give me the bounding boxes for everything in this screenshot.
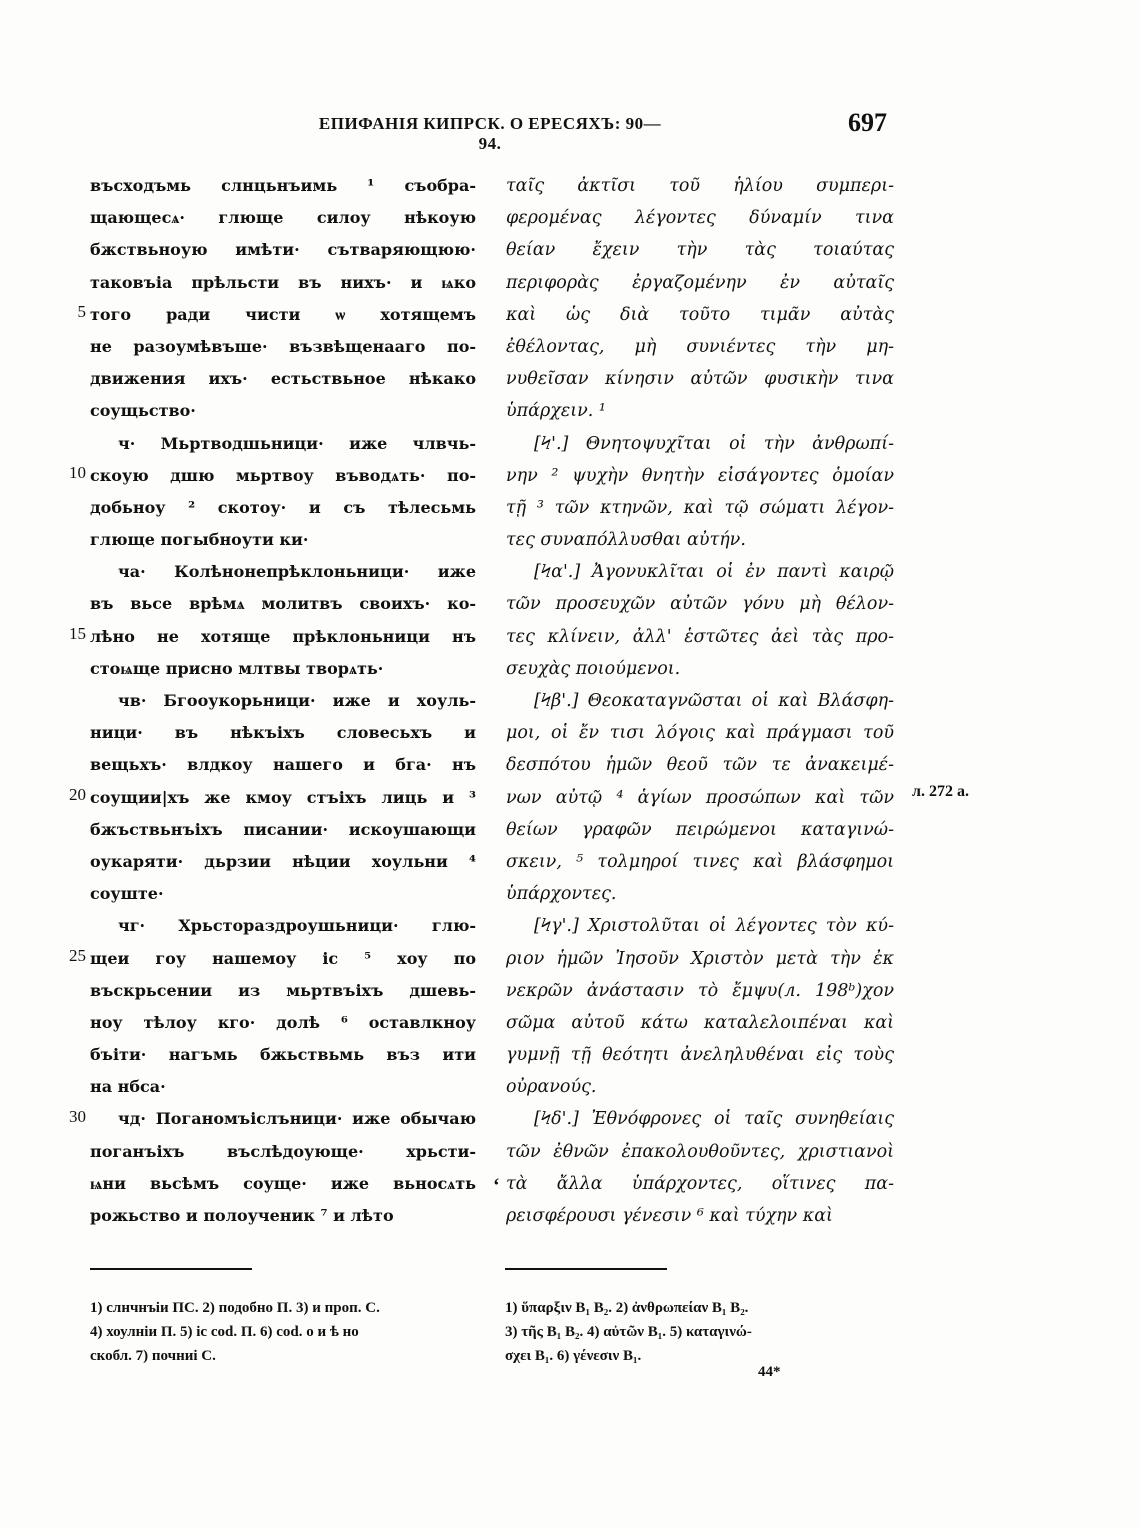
text-line: того ради чисти ѡ хотящемъ — [90, 304, 476, 324]
text-line: [Ϟ'.] Θνητοψυχῖται οἱ τὴν ἀνθρωπί- — [534, 433, 894, 454]
text-line: νην ² ψυχὴν θνητὴν εἰσάγοντες ὁμοίαν — [506, 465, 894, 486]
text-line: бъіти· нагъмь бжьствьмь въз ити — [90, 1045, 476, 1065]
text-line: лѣно не хотяще прѣклоньници нъ — [90, 626, 476, 646]
text-line: [Ϟδ'.] Ἐθνόφρονες οἱ ταῖς συνηθείαις — [534, 1109, 894, 1130]
text-line: τῶν προσευχῶν αὐτῶν γόνυ μὴ θέλον- — [506, 594, 894, 615]
text-line: ч· Мьртводшьници· иже члвчь- — [118, 433, 476, 453]
text-line: чд· Поганомъіслъници· иже обычаю — [118, 1109, 476, 1129]
text-line: бжствьноую имѣти· сътваряющюю· — [90, 240, 476, 260]
greek-column — [506, 170, 894, 1232]
text-line: въскрьсении из мьртвъіхъ дшевь- — [90, 980, 476, 1000]
text-line: щеи гоу нашемоу іс ⁵ хоу по — [90, 948, 476, 968]
text-line: νυθεῖσαν κίνησιν αὐτῶν φυσικὴν τινα — [506, 369, 894, 390]
text-line: τῇ ³ τῶν κτηνῶν, καὶ τῷ σώματι λέγον- — [506, 497, 894, 518]
text-line: νων αὐτῷ ⁴ ἁγίων προσώπων καὶ τῶν — [506, 787, 894, 808]
text-line: поганъіхъ въслѣдоующе· хрьсти- — [90, 1141, 476, 1161]
text-line: τες συναπόλλυσθαι αὐτήν. — [506, 530, 746, 551]
text-line: движения ихъ· естьствьное нѣкако — [90, 369, 476, 389]
text-line: ὑπάρχειν. ¹ — [506, 401, 606, 422]
church-slavonic-column — [90, 170, 476, 1232]
text-line: на нбса· — [90, 1077, 166, 1097]
text-line: ѩни вьсѣмъ соуще· иже вьносѧть — [90, 1173, 476, 1193]
text-line: бжъствьнъіхъ писании· искоушающи — [90, 819, 476, 839]
text-line: добьноу ² скотоу· и съ тѣлесьмь — [90, 497, 476, 517]
text-line: въ вьсе врѣмѧ молитвъ своихъ· ко- — [90, 594, 476, 614]
text-line: оукаряти· дьрзии нѣции хоульни ⁴ — [90, 851, 476, 871]
text-line: δεσπότου ἡμῶν θεοῦ τῶν τε ἀνακειμέ- — [506, 755, 894, 776]
page-number: 697 — [848, 108, 887, 137]
footnotes-slavonic — [90, 1296, 490, 1368]
text-line: [Ϟβ'.] Θεοκαταγνῶσται οἱ καὶ Βλάσφη- — [534, 691, 894, 711]
line-number: 30 — [69, 1106, 86, 1126]
text-line: οὐρανούς. — [506, 1077, 597, 1098]
text-line: σῶμα αὐτοῦ κάτω καταλελοιπέναι καὶ — [506, 1012, 894, 1033]
text-line: νεκρῶν ἀνάστασιν τὸ ἔμψυ(л. 198ᵇ)χον — [506, 980, 894, 1001]
text-line: ноу тѣлоу кго· долѣ ⁶ оставлкноу — [90, 1012, 476, 1032]
footnote-line: 4) хоулніи П. 5) іс cod. П. 6) cod. о и ѣ но — [90, 1324, 359, 1340]
text-line: καὶ ὡς διὰ τοῦτο τιμᾶν αὐτὰς — [506, 304, 894, 325]
text-line: ριον ἡμῶν Ἰησοῦν Χριστὸν μετὰ τὴν ἐκ — [506, 948, 894, 969]
text-line: стоѩще присно млтвы творѧть· — [90, 658, 384, 678]
text-line: ὑπάρχοντες. — [506, 884, 617, 905]
text-line: вещьхъ· влдкоу нашего и бга· нъ — [90, 755, 476, 775]
text-line: въсходъмь слнцьнъимь ¹ съобра- — [90, 176, 476, 195]
margin-mark: ‘ — [493, 1175, 500, 1197]
text-line: ἐθέλοντας, μὴ συνιέντες τὴν μη- — [506, 336, 894, 357]
text-line: ταῖς ἀκτῖσι τοῦ ἡλίου συμπερι- — [506, 176, 894, 196]
text-line: περιφορὰς ἐργαζομένην ἐν αὐταῖς — [506, 272, 894, 293]
running-header: ЕПИФАНІЯ КИПРСК. О ЕРЕСЯХЪ: 90—94. — [318, 114, 662, 153]
footnote-rule-left — [90, 1268, 252, 1270]
text-line: γυμνῇ τῇ θεότητι ἀνεληλυθέναι εἰς τοὺς — [506, 1045, 894, 1066]
text-line: чг· Хрьстораздроушьници· глю- — [118, 916, 476, 936]
text-line: скоую дшю мьртвоу въводѧть· по- — [90, 465, 476, 485]
text-line: щающесѧ· глюще силоу нѣкоую — [90, 208, 476, 228]
text-line: τῶν ἐθνῶν ἐπακολουθοῦντες, χριστιανοὶ — [506, 1141, 894, 1162]
text-line: σευχὰς ποιούμενοι. — [506, 658, 681, 679]
text-line: ρεισφέρουσι γένεσιν ⁶ καὶ τύχην καὶ — [506, 1206, 833, 1226]
text-line: ча· Колѣнонепрѣклоньници· иже — [118, 562, 476, 582]
text-line: φερομένας λέγοντες δύναμίν τινα — [506, 208, 894, 229]
text-line: μοι, οἱ ἔν τισι λόγοις καὶ πράγμασι τοῦ — [506, 723, 894, 744]
footnote-line: 1) ὕπαρξιν B₁ B₂. 2) ἀνθρωπείαν B₁ B₂. — [505, 1300, 749, 1316]
text-line: τὰ ἄλλα ὑπάρχοντες, οἵτινες πα- — [506, 1173, 894, 1194]
line-number: 15 — [69, 623, 86, 643]
footnote-line: 1) слнчнъіи ПС. 2) подобно П. 3) и проп. С. — [90, 1300, 380, 1316]
text-line: соуште· — [90, 884, 164, 904]
text-line: θείαν ἔχειν τὴν τὰς τοιαύτας — [506, 240, 894, 261]
printer-signature: 44* — [758, 1364, 781, 1380]
footnote-line: скобл. 7) почниі С. — [90, 1348, 216, 1364]
text-line: [Ϟγ'.] Χριστολῦται οἱ λέγοντες τὸν κύ- — [534, 916, 894, 937]
text-line: не разоумѣвъше· възвѣщенааго по- — [90, 336, 476, 356]
text-line: [Ϟα'.] Ἀγονυκλῖται οἱ ἐν παντὶ καιρῷ — [534, 562, 894, 583]
text-line: соущии|хъ же кмоу стъіхъ лиць и ³ — [90, 787, 476, 807]
text-line: σκειν, ⁵ τολμηροί τινες καὶ βλάσφημοι — [506, 851, 894, 872]
text-line: соущьство· — [90, 401, 196, 421]
text-line: таковъіа прѣльсти въ нихъ· и ѩко — [90, 272, 476, 292]
line-number: 25 — [69, 945, 86, 965]
footnotes-greek — [505, 1296, 905, 1368]
text-line: τες κλίνειν, ἀλλ' ἑστῶτες ἀεὶ τὰς προ- — [506, 626, 894, 647]
text-line: рожьство и полоученик ⁷ и лѣто — [90, 1206, 394, 1225]
line-number: 20 — [69, 784, 86, 804]
text-line: θείων γραφῶν πειρώμενοι καταγινώ- — [506, 819, 894, 840]
text-line: глюще погыбноути ки· — [90, 530, 309, 550]
footnote-line: σχει B₁. 6) γένεσιν B₁. — [505, 1348, 642, 1364]
line-number: 5 — [77, 301, 86, 321]
text-line: чв· Бгооукорьници· иже и хоуль- — [118, 691, 476, 710]
line-number: 10 — [69, 462, 86, 482]
footnote-rule-right — [505, 1268, 667, 1270]
footnote-line: 3) τῆς B₁ B₂. 4) αὐτῶν B₁. 5) καταγινώ- — [505, 1324, 752, 1340]
margin-folio-note: л. 272 а. — [912, 783, 969, 800]
text-line: ници· въ нѣкъіхъ словесьхъ и — [90, 723, 476, 743]
